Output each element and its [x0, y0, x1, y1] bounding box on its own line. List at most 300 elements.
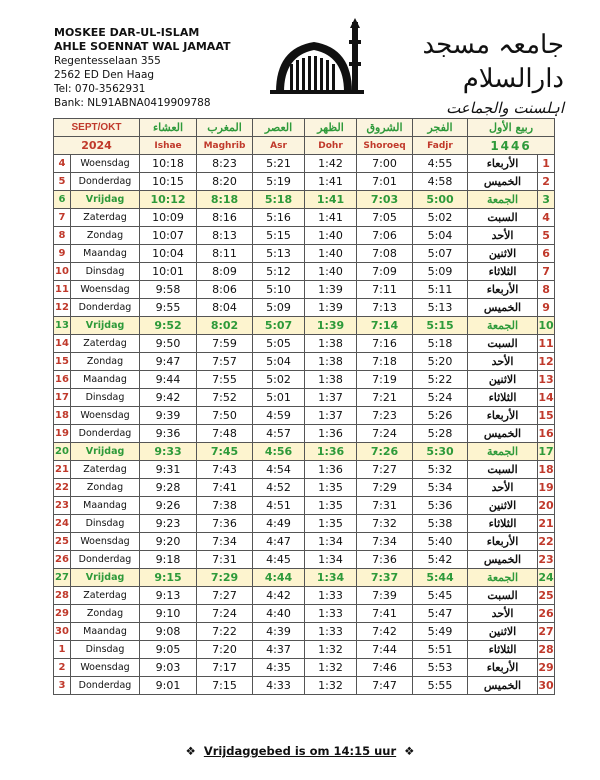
shoroeq-time: 7:37: [357, 569, 413, 587]
fadjr-time: 5:22: [413, 371, 468, 389]
maghrib-time: 7:45: [197, 443, 253, 461]
shoroeq-time: 7:03: [357, 191, 413, 209]
weekday-name: Zaterdag: [71, 587, 140, 605]
weekday-arabic: السبت: [468, 587, 538, 605]
dohr-time: 1:33: [305, 587, 357, 605]
fadjr-time: 5:30: [413, 443, 468, 461]
weekday-name: Vrijdag: [71, 569, 140, 587]
maghrib-time: 7:15: [197, 677, 253, 695]
dohr-time: 1:32: [305, 659, 357, 677]
dohr-time: 1:38: [305, 353, 357, 371]
asr-time: 5:09: [253, 299, 305, 317]
weekday-name: Donderdag: [71, 173, 140, 191]
shoroeq-time: 7:26: [357, 443, 413, 461]
shoroeq-time: 7:31: [357, 497, 413, 515]
friday-prayer-note: [0, 744, 600, 758]
ishae-time: 9:50: [140, 335, 197, 353]
dohr-time: 1:37: [305, 389, 357, 407]
dohr-time: 1:35: [305, 479, 357, 497]
telephone: Tel: 070-3562931: [54, 83, 146, 95]
hijri-day: 7: [538, 263, 555, 281]
asr-time: 5:01: [253, 389, 305, 407]
maghrib-time: 7:50: [197, 407, 253, 425]
hijri-day: 30: [538, 677, 555, 695]
table-row: [54, 659, 555, 677]
asr-time: 4:49: [253, 515, 305, 533]
weekday-arabic: الاثنين: [468, 371, 538, 389]
table-row: [54, 587, 555, 605]
ishae-time: 10:15: [140, 173, 197, 191]
maghrib-time: 7:57: [197, 353, 253, 371]
maghrib-time: 7:22: [197, 623, 253, 641]
asr-time: 5:12: [253, 263, 305, 281]
weekday-name: Donderdag: [71, 425, 140, 443]
shoroeq-time: 7:41: [357, 605, 413, 623]
maghrib-time: 7:55: [197, 371, 253, 389]
asr-time: 5:02: [253, 371, 305, 389]
prayer-times-body: [54, 155, 555, 695]
hijri-day: 9: [538, 299, 555, 317]
calligraphy-mosque-name: جامعہ مسجد دارالسلام: [422, 30, 564, 94]
weekday-name: Maandag: [71, 371, 140, 389]
ishae-time: 9:28: [140, 479, 197, 497]
hijri-day: 14: [538, 389, 555, 407]
dohr-time: 1:36: [305, 425, 357, 443]
table-row: [54, 281, 555, 299]
gregorian-day: 1: [54, 641, 71, 659]
weekday-name: Vrijdag: [71, 191, 140, 209]
dohr-time: 1:34: [305, 569, 357, 587]
maghrib-time: 7:59: [197, 335, 253, 353]
weekday-arabic: الاثنين: [468, 623, 538, 641]
hijri-day: 15: [538, 407, 555, 425]
weekday-arabic: الجمعة: [468, 191, 538, 209]
fadjr-time: 5:15: [413, 317, 468, 335]
table-row: [54, 407, 555, 425]
maghrib-time: 7:20: [197, 641, 253, 659]
table-row: [54, 497, 555, 515]
shoroeq-time: 7:36: [357, 551, 413, 569]
maghrib-time: 7:38: [197, 497, 253, 515]
shoroeq-time: 7:21: [357, 389, 413, 407]
shoroeq-time: 7:19: [357, 371, 413, 389]
asr-time: 4:54: [253, 461, 305, 479]
fadjr-time: 5:07: [413, 245, 468, 263]
shoroeq-time: 7:13: [357, 299, 413, 317]
dohr-time: 1:41: [305, 173, 357, 191]
fadjr-time: 5:02: [413, 209, 468, 227]
hijri-day: 23: [538, 551, 555, 569]
hijri-day: 19: [538, 479, 555, 497]
ishae-time: 9:33: [140, 443, 197, 461]
mosque-name: MOSKEE DAR-UL-ISLAM: [54, 26, 200, 39]
col-fadjr: Fadjr: [413, 137, 468, 155]
dohr-time: 1:40: [305, 245, 357, 263]
hijri-day: 4: [538, 209, 555, 227]
gregorian-day: 19: [54, 425, 71, 443]
asr-time: 4:59: [253, 407, 305, 425]
gregorian-day: 28: [54, 587, 71, 605]
fadjr-time: 5:40: [413, 533, 468, 551]
ishae-time: 10:18: [140, 155, 197, 173]
maghrib-time: 8:20: [197, 173, 253, 191]
table-row: [54, 389, 555, 407]
weekday-name: Maandag: [71, 623, 140, 641]
maghrib-time: 8:02: [197, 317, 253, 335]
table-row: [54, 515, 555, 533]
dohr-time: 1:40: [305, 227, 357, 245]
fadjr-time: 5:55: [413, 677, 468, 695]
maghrib-time: 8:13: [197, 227, 253, 245]
hijri-day: 20: [538, 497, 555, 515]
diamond-icon: ❖: [185, 744, 196, 758]
weekday-arabic: الأحد: [468, 227, 538, 245]
maghrib-time: 7:43: [197, 461, 253, 479]
weekday-arabic: الثلاثاء: [468, 263, 538, 281]
hijri-day: 25: [538, 587, 555, 605]
asr-time: 4:45: [253, 551, 305, 569]
gregorian-day: 26: [54, 551, 71, 569]
ishae-time: 9:13: [140, 587, 197, 605]
asr-time: 5:19: [253, 173, 305, 191]
weekday-name: Dinsdag: [71, 389, 140, 407]
dohr-time: 1:34: [305, 533, 357, 551]
maghrib-time: 7:52: [197, 389, 253, 407]
weekday-name: Zaterdag: [71, 209, 140, 227]
fadjr-time: 5:44: [413, 569, 468, 587]
gregorian-day: 21: [54, 461, 71, 479]
weekday-arabic: الأربعاء: [468, 407, 538, 425]
table-row: [54, 641, 555, 659]
gregorian-day: 5: [54, 173, 71, 191]
gregorian-day: 22: [54, 479, 71, 497]
weekday-arabic: الخميس: [468, 425, 538, 443]
prayer-times-table: [53, 118, 555, 695]
shoroeq-time: 7:34: [357, 533, 413, 551]
ishae-time: 9:10: [140, 605, 197, 623]
maghrib-time: 7:17: [197, 659, 253, 677]
dohr-time: 1:42: [305, 155, 357, 173]
maghrib-time: 8:23: [197, 155, 253, 173]
shoroeq-time: 7:44: [357, 641, 413, 659]
hijri-day: 22: [538, 533, 555, 551]
ishae-time: 9:26: [140, 497, 197, 515]
hijri-day: 2: [538, 173, 555, 191]
dohr-time: 1:39: [305, 281, 357, 299]
gregorian-day: 27: [54, 569, 71, 587]
year-label: 2024: [54, 137, 140, 155]
gregorian-day: 11: [54, 281, 71, 299]
weekday-name: Woensdag: [71, 155, 140, 173]
weekday-name: Zondag: [71, 479, 140, 497]
fadjr-time: 5:34: [413, 479, 468, 497]
ishae-time: 9:18: [140, 551, 197, 569]
ishae-time: 9:44: [140, 371, 197, 389]
gregorian-day: 3: [54, 677, 71, 695]
weekday-name: Woensdag: [71, 533, 140, 551]
weekday-name: Vrijdag: [71, 317, 140, 335]
dohr-time: 1:41: [305, 191, 357, 209]
weekday-arabic: الجمعة: [468, 317, 538, 335]
weekday-arabic: الخميس: [468, 299, 538, 317]
dohr-time: 1:39: [305, 317, 357, 335]
asr-time: 5:07: [253, 317, 305, 335]
friday-prayer-text: Vrijdaggebed is om 14:15 uur: [203, 744, 397, 758]
weekday-name: Maandag: [71, 497, 140, 515]
fadjr-time: 5:09: [413, 263, 468, 281]
hijri-day: 10: [538, 317, 555, 335]
fadjr-time: 5:18: [413, 335, 468, 353]
month-label: SEPT/OKT: [54, 119, 140, 137]
table-row: [54, 551, 555, 569]
asr-time: 4:39: [253, 623, 305, 641]
hijri-day: 11: [538, 335, 555, 353]
shoroeq-time: 7:05: [357, 209, 413, 227]
col-shoroeq: Shoroeq: [357, 137, 413, 155]
shoroeq-time: 7:46: [357, 659, 413, 677]
weekday-name: Woensdag: [71, 407, 140, 425]
dohr-time: 1:34: [305, 551, 357, 569]
table-row: [54, 263, 555, 281]
ishae-time: 9:36: [140, 425, 197, 443]
asr-time: 4:35: [253, 659, 305, 677]
gregorian-day: 20: [54, 443, 71, 461]
weekday-name: Zondag: [71, 227, 140, 245]
header: [54, 26, 564, 117]
ishae-time: 10:01: [140, 263, 197, 281]
col-ishae: Ishae: [140, 137, 197, 155]
gregorian-day: 14: [54, 335, 71, 353]
gregorian-day: 29: [54, 605, 71, 623]
weekday-name: Woensdag: [71, 281, 140, 299]
asr-time: 4:51: [253, 497, 305, 515]
gregorian-day: 15: [54, 353, 71, 371]
asr-time: 4:52: [253, 479, 305, 497]
dohr-time: 1:36: [305, 461, 357, 479]
weekday-name: Dinsdag: [71, 263, 140, 281]
maghrib-time: 8:06: [197, 281, 253, 299]
table-row: [54, 335, 555, 353]
table-row: [54, 605, 555, 623]
fadjr-time: 5:49: [413, 623, 468, 641]
asr-time: 4:57: [253, 425, 305, 443]
gregorian-day: 30: [54, 623, 71, 641]
table-row: [54, 479, 555, 497]
fadjr-time: 5:26: [413, 407, 468, 425]
gregorian-day: 8: [54, 227, 71, 245]
hijri-year: 1446: [468, 137, 555, 155]
asr-time: 5:05: [253, 335, 305, 353]
shoroeq-time: 7:32: [357, 515, 413, 533]
mosque-subtitle: AHLE SOENNAT WAL JAMAAT: [54, 40, 231, 53]
dohr-time: 1:35: [305, 515, 357, 533]
asr-time: 4:33: [253, 677, 305, 695]
shoroeq-time: 7:23: [357, 407, 413, 425]
ishae-time: 9:31: [140, 461, 197, 479]
calligraphy-subtitle: اہلسنت والجماعت: [446, 99, 564, 117]
col-ishae-ar: العشاء: [140, 119, 197, 137]
gregorian-day: 24: [54, 515, 71, 533]
weekday-arabic: الخميس: [468, 173, 538, 191]
fadjr-time: 5:11: [413, 281, 468, 299]
col-dohr: Dohr: [305, 137, 357, 155]
gregorian-day: 9: [54, 245, 71, 263]
fadjr-time: 5:53: [413, 659, 468, 677]
dohr-time: 1:32: [305, 677, 357, 695]
asr-time: 4:40: [253, 605, 305, 623]
fadjr-time: 5:24: [413, 389, 468, 407]
maghrib-time: 7:31: [197, 551, 253, 569]
fadjr-time: 5:38: [413, 515, 468, 533]
weekday-arabic: الأحد: [468, 353, 538, 371]
dohr-time: 1:33: [305, 605, 357, 623]
hijri-day: 3: [538, 191, 555, 209]
ishae-time: 9:08: [140, 623, 197, 641]
ishae-time: 9:23: [140, 515, 197, 533]
weekday-arabic: الثلاثاء: [468, 515, 538, 533]
dohr-time: 1:38: [305, 335, 357, 353]
weekday-arabic: الثلاثاء: [468, 641, 538, 659]
header-row-latin: [54, 137, 555, 155]
asr-time: 5:15: [253, 227, 305, 245]
dohr-time: 1:38: [305, 371, 357, 389]
hijri-day: 16: [538, 425, 555, 443]
hijri-day: 5: [538, 227, 555, 245]
gregorian-day: 13: [54, 317, 71, 335]
table-row: [54, 317, 555, 335]
maghrib-time: 7:48: [197, 425, 253, 443]
col-asr-ar: العصر: [253, 119, 305, 137]
calligraphy-logo: [414, 28, 564, 117]
shoroeq-time: 7:18: [357, 353, 413, 371]
city: 2562 ED Den Haag: [54, 69, 155, 81]
asr-time: 5:13: [253, 245, 305, 263]
fadjr-time: 4:58: [413, 173, 468, 191]
shoroeq-time: 7:08: [357, 245, 413, 263]
weekday-name: Donderdag: [71, 299, 140, 317]
shoroeq-time: 7:14: [357, 317, 413, 335]
col-maghrib: Maghrib: [197, 137, 253, 155]
asr-time: 5:10: [253, 281, 305, 299]
gregorian-day: 18: [54, 407, 71, 425]
shoroeq-time: 7:42: [357, 623, 413, 641]
table-row: [54, 191, 555, 209]
fadjr-time: 5:28: [413, 425, 468, 443]
gregorian-day: 16: [54, 371, 71, 389]
ishae-time: 9:47: [140, 353, 197, 371]
fadjr-time: 5:04: [413, 227, 468, 245]
ishae-time: 10:04: [140, 245, 197, 263]
maghrib-time: 8:04: [197, 299, 253, 317]
hijri-day: 27: [538, 623, 555, 641]
hijri-day: 17: [538, 443, 555, 461]
shoroeq-time: 7:24: [357, 425, 413, 443]
weekday-arabic: السبت: [468, 335, 538, 353]
hijri-day: 12: [538, 353, 555, 371]
ishae-time: 9:15: [140, 569, 197, 587]
table-row: [54, 227, 555, 245]
dohr-time: 1:41: [305, 209, 357, 227]
hijri-day: 28: [538, 641, 555, 659]
gregorian-day: 10: [54, 263, 71, 281]
hijri-day: 1: [538, 155, 555, 173]
ishae-time: 10:12: [140, 191, 197, 209]
dohr-time: 1:37: [305, 407, 357, 425]
table-row: [54, 461, 555, 479]
gregorian-day: 12: [54, 299, 71, 317]
bank-account: Bank: NL91ABNA0419909788: [54, 97, 211, 109]
weekday-arabic: الأربعاء: [468, 155, 538, 173]
maghrib-time: 7:41: [197, 479, 253, 497]
hijri-day: 6: [538, 245, 555, 263]
asr-time: 5:16: [253, 209, 305, 227]
col-dohr-ar: الظهر: [305, 119, 357, 137]
asr-time: 4:44: [253, 569, 305, 587]
weekday-arabic: الخميس: [468, 551, 538, 569]
ishae-time: 9:01: [140, 677, 197, 695]
gregorian-day: 4: [54, 155, 71, 173]
shoroeq-time: 7:09: [357, 263, 413, 281]
weekday-name: Zaterdag: [71, 461, 140, 479]
weekday-arabic: الأربعاء: [468, 659, 538, 677]
weekday-name: Donderdag: [71, 551, 140, 569]
weekday-name: Zaterdag: [71, 335, 140, 353]
gregorian-day: 23: [54, 497, 71, 515]
shoroeq-time: 7:00: [357, 155, 413, 173]
col-shoroeq-ar: الشروق: [357, 119, 413, 137]
weekday-name: Vrijdag: [71, 443, 140, 461]
maghrib-time: 7:36: [197, 515, 253, 533]
hijri-day: 26: [538, 605, 555, 623]
fadjr-time: 5:00: [413, 191, 468, 209]
mosque-logo-icon: [266, 18, 386, 98]
shoroeq-time: 7:39: [357, 587, 413, 605]
asr-time: 4:37: [253, 641, 305, 659]
ishae-time: 9:20: [140, 533, 197, 551]
ishae-time: 9:55: [140, 299, 197, 317]
weekday-arabic: الجمعة: [468, 443, 538, 461]
shoroeq-time: 7:47: [357, 677, 413, 695]
dohr-time: 1:36: [305, 443, 357, 461]
col-maghrib-ar: المغرب: [197, 119, 253, 137]
asr-time: 4:56: [253, 443, 305, 461]
maghrib-time: 8:18: [197, 191, 253, 209]
weekday-arabic: الجمعة: [468, 569, 538, 587]
maghrib-time: 7:34: [197, 533, 253, 551]
asr-time: 5:18: [253, 191, 305, 209]
table-row: [54, 353, 555, 371]
asr-time: 4:42: [253, 587, 305, 605]
weekday-arabic: الاثنين: [468, 497, 538, 515]
shoroeq-time: 7:06: [357, 227, 413, 245]
hijri-month: ربيع الأول: [468, 119, 555, 137]
ishae-time: 9:58: [140, 281, 197, 299]
weekday-arabic: الخميس: [468, 677, 538, 695]
weekday-arabic: الأحد: [468, 479, 538, 497]
shoroeq-time: 7:27: [357, 461, 413, 479]
ishae-time: 10:07: [140, 227, 197, 245]
fadjr-time: 5:20: [413, 353, 468, 371]
street: Regentesselaan 355: [54, 55, 161, 67]
asr-time: 5:21: [253, 155, 305, 173]
dohr-time: 1:33: [305, 623, 357, 641]
ishae-time: 9:42: [140, 389, 197, 407]
table-row: [54, 425, 555, 443]
fadjr-time: 5:32: [413, 461, 468, 479]
hijri-day: 18: [538, 461, 555, 479]
weekday-arabic: السبت: [468, 209, 538, 227]
dohr-time: 1:32: [305, 641, 357, 659]
